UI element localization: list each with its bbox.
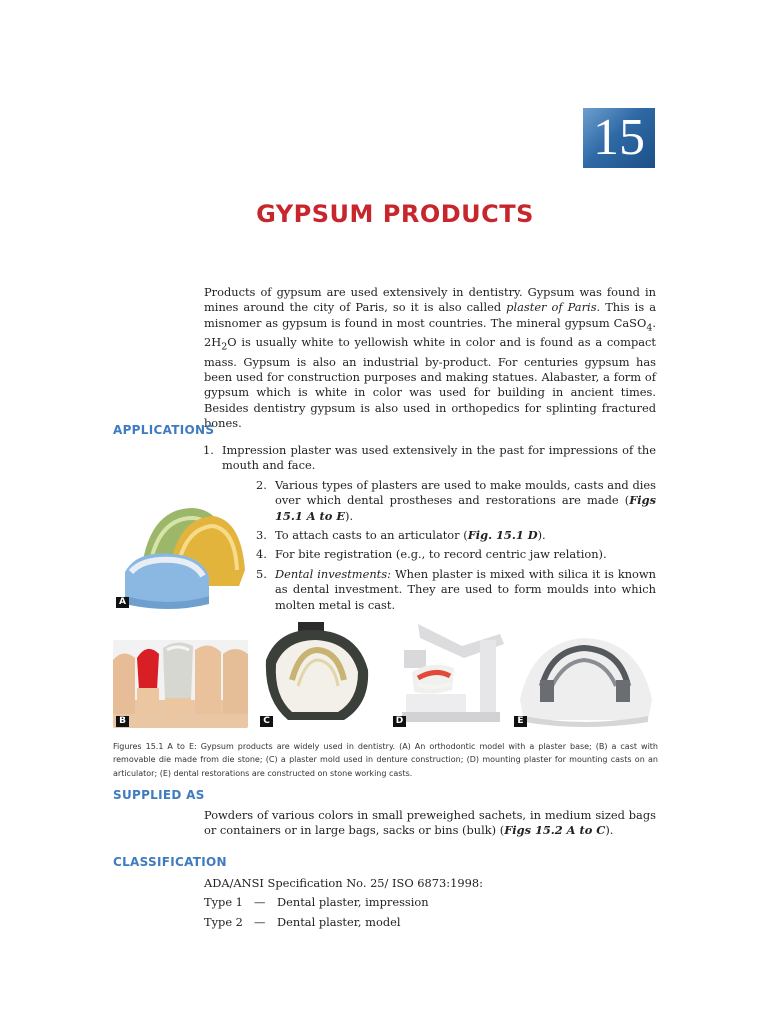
chapter-title: GYPSUM PRODUCTS <box>256 200 534 228</box>
articulator-illustration <box>392 620 507 728</box>
chapter-number-badge: 15 <box>583 108 655 168</box>
figure-label-d: D <box>393 716 406 727</box>
type-row <box>204 895 429 910</box>
type-dash: — <box>254 895 266 909</box>
type-description: Dental plaster, impression <box>277 895 429 909</box>
specification-line: ADA/ANSI Specification No. 25/ ISO 6873:1998: <box>204 876 483 890</box>
figure-label-a: A <box>116 597 129 608</box>
intro-sub-2: 2 <box>221 341 228 353</box>
list-item <box>256 547 656 562</box>
intro-sub-1: 4 <box>646 321 653 333</box>
list-item <box>256 478 656 524</box>
figure-label-e: E <box>514 716 527 727</box>
figure-label-b: B <box>116 716 129 727</box>
intro-text-3: . 2H <box>204 315 656 350</box>
list-number: 4. <box>256 547 267 561</box>
applications-heading: APPLICATIONS <box>113 423 215 437</box>
type-number: Type 2 <box>204 915 243 929</box>
figure-reference: Figs 15.2 A to C <box>504 823 606 838</box>
list-text: Impression plaster was used extensively in the past for impressions of the mouth and face. <box>222 443 656 473</box>
intro-paragraph <box>204 285 656 431</box>
list-text-wrap <box>275 567 656 613</box>
plaster-mold-illustration <box>258 620 376 728</box>
type-dash: — <box>254 915 266 929</box>
supplied-heading: SUPPLIED AS <box>113 788 205 802</box>
list-number: 5. <box>256 567 267 581</box>
list-text: To attach casts to an articulator ( <box>275 528 468 542</box>
type-number: Type 1 <box>204 895 243 909</box>
figure-caption: Figures 15.1 A to E: Gypsum products are widely used in dentistry. (A) An orthodontic model with a plaster base; (B) a cast with removable die made from die stone; (C) a plaster mold used in denture construction; (D) mounting plaster for mounting casts on an articulator; (E) dental restorations are constructed on stone working casts. <box>113 742 658 778</box>
list-item <box>256 567 656 613</box>
list-text-wrap <box>275 478 656 524</box>
list-text: When plaster is mixed with silica it is known as dental investment. They are used to form moulds into which molten metal is cast. <box>275 567 656 612</box>
figure-image-d <box>392 620 507 728</box>
figure-image-b <box>113 640 248 728</box>
supplied-paragraph <box>204 808 656 839</box>
list-item <box>203 443 656 474</box>
figure-label-c: C <box>260 716 273 727</box>
list-text: For bite registration (e.g., to record centric jaw relation). <box>275 547 607 561</box>
list-item <box>256 528 656 543</box>
stone-cast-illustration <box>512 620 658 728</box>
intro-italic: plaster of Paris. <box>506 300 601 315</box>
die-cast-illustration <box>113 640 248 728</box>
list-number: 3. <box>256 528 267 542</box>
type-row <box>204 915 401 930</box>
list-text-end: ). <box>537 528 546 542</box>
supplied-text: Powders of various colors in small preweighed sachets, in medium sized bags or containers or in large bags, sacks or bins (bulk) ( <box>204 808 656 838</box>
figure-image-e <box>512 620 658 728</box>
list-number: 2. <box>256 478 267 492</box>
list-number: 1. <box>203 443 214 457</box>
list-italic: Dental investments: <box>275 567 391 581</box>
type-description: Dental plaster, model <box>277 915 401 929</box>
supplied-text-end: ). <box>605 823 614 838</box>
intro-text-2: This is a misnomer as gypsum is found in most countries. The mineral gypsum CaSO <box>204 300 656 330</box>
list-text: Various types of plasters are used to make moulds, casts and dies over which dental prostheses and restorations are made ( <box>275 478 656 508</box>
figure-image-c <box>258 620 376 728</box>
classification-heading: CLASSIFICATION <box>113 855 227 869</box>
list-text-end: ). <box>345 508 354 523</box>
list-text-wrap <box>275 528 656 543</box>
figure-reference: Figs 15.1 A to E <box>275 493 656 523</box>
intro-text-1: Products of gypsum are used extensively in dentistry. Gypsum was found in mines around the city of Paris, so it is also called <box>204 285 656 315</box>
figure-image-a <box>113 500 253 612</box>
figure-reference: Fig. 15.1 D <box>467 528 538 542</box>
orthodontic-model-illustration <box>113 500 253 612</box>
intro-text-4: O is usually white to yellowish white in color and is found as a compact mass. Gypsum is also an industrial by-product. For centuries gypsum has been used for construction purposes and making statues. Alabaster, a form of gypsum which is white in color was used for building in ancient times. Besides dentistry gypsum is also used in orthopedics for splinting fractured bones. <box>204 335 656 430</box>
